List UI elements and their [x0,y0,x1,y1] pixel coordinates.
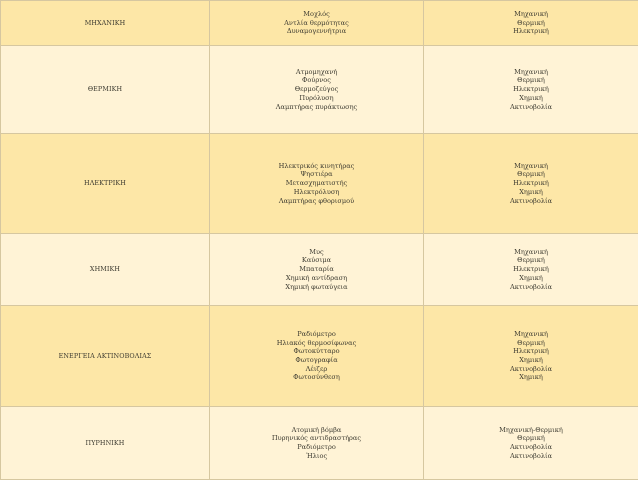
table-row [1,234,638,306]
devices-cell [210,1,424,46]
cell-line: Χημική [428,94,634,103]
cell-line: Μοχλός [214,10,419,19]
cell-line: Ήλιος [214,452,419,461]
cell-line: Πυρόλυση [214,94,419,103]
table-row [1,407,638,480]
cell-line: Μηχανική [428,68,634,77]
cell-line: Ραδιόμετρο [214,443,419,452]
cell-line: Θερμική [428,256,634,265]
devices-cell [210,46,424,134]
outputs-cell [424,1,638,46]
cell-line: Λέιζερ [214,365,419,374]
cell-line: Μηχανική-Θερμική [428,426,634,435]
cell-line: Αντλία θερμότητας [214,19,419,28]
cell-line: Φωτογραφία [214,356,419,365]
cell-line: Ακτινοβολία [428,103,634,112]
energy-type-cell: ΠΥΡΗΝΙΚΗ [1,407,210,480]
cell-line: Ατομική βόμβα [214,426,419,435]
cell-line: Λαμπτήρας φθορισμού [214,197,419,206]
cell-line: Μηχανική [428,10,634,19]
cell-line: Χημική [428,356,634,365]
cell-line: Πυρηνικός αντιδραστήρας [214,434,419,443]
energy-type-cell: ΘΕΡΜΙΚΗ [1,46,210,134]
outputs-cell [424,407,638,480]
outputs-cell [424,234,638,306]
cell-line: Λαμπτήρας πυράκτωσης [214,103,419,112]
cell-line: Θερμική [428,170,634,179]
cell-line: Μηχανική [428,330,634,339]
cell-line: Φωτοσύνθεση [214,373,419,382]
table-row [1,1,638,46]
cell-line: Ηλεκτρικός κινητήρας [214,162,419,171]
cell-line: Χημική [428,274,634,283]
cell-line: Φωτοκύτταρο [214,347,419,356]
cell-line: Θερμική [428,434,634,443]
cell-line: Ηλεκτρική [428,27,634,36]
cell-line: Ηλεκτρόλυση [214,188,419,197]
cell-line: Ακτινοβολία [428,197,634,206]
cell-line: Ακτινοβολία [428,283,634,292]
cell-line: Μυς [214,248,419,257]
cell-line: Φούρνος [214,76,419,85]
cell-line: Ηλιακός θερμοσίφωνας [214,339,419,348]
cell-line: Ακτινοβολία [428,365,634,374]
cell-line: Μπαταρία [214,265,419,274]
devices-cell [210,407,424,480]
energy-type-cell: ΜΗΧΑΝΙΚΗ [1,1,210,46]
devices-cell [210,234,424,306]
table-row [1,306,638,407]
cell-line: Μηχανική [428,162,634,171]
cell-line: Χημική φωταύγεια [214,283,419,292]
devices-cell [210,306,424,407]
cell-line: Δυναμογεννήτρια [214,27,419,36]
cell-line: Χημική [428,373,634,382]
cell-line: Ψηστιέρα [214,170,419,179]
energy-type-cell: ΗΛΕΚΤΡΙΚΗ [1,134,210,234]
cell-line: Μηχανική [428,248,634,257]
cell-line: Ατμομηχανή [214,68,419,77]
cell-line: Καύσιμα [214,256,419,265]
cell-line: Ηλεκτρική [428,347,634,356]
cell-line: Θερμική [428,19,634,28]
energy-type-cell: ΕΝΕΡΓΕΙΑ ΑΚΤΙΝΟΒΟΛΙΑΣ [1,306,210,407]
cell-line: Θερμοζεύγος [214,85,419,94]
cell-line: Ηλεκτρική [428,85,634,94]
cell-line: Χημική αντίδραση [214,274,419,283]
outputs-cell [424,46,638,134]
devices-cell [210,134,424,234]
cell-line: Ραδιόμετρο [214,330,419,339]
outputs-cell [424,306,638,407]
cell-line: Ηλεκτρική [428,265,634,274]
cell-line: Ακτινοβολία [428,452,634,461]
energy-type-cell: ΧΗΜΙΚΗ [1,234,210,306]
table-row [1,134,638,234]
table-row [1,46,638,134]
outputs-cell [424,134,638,234]
cell-line: Θερμική [428,339,634,348]
cell-line: Μετασχηματιστής [214,179,419,188]
cell-line: Ακτινοβολία [428,443,634,452]
cell-line: Ηλεκτρική [428,179,634,188]
cell-line: Χημική [428,188,634,197]
cell-line: Θερμική [428,76,634,85]
